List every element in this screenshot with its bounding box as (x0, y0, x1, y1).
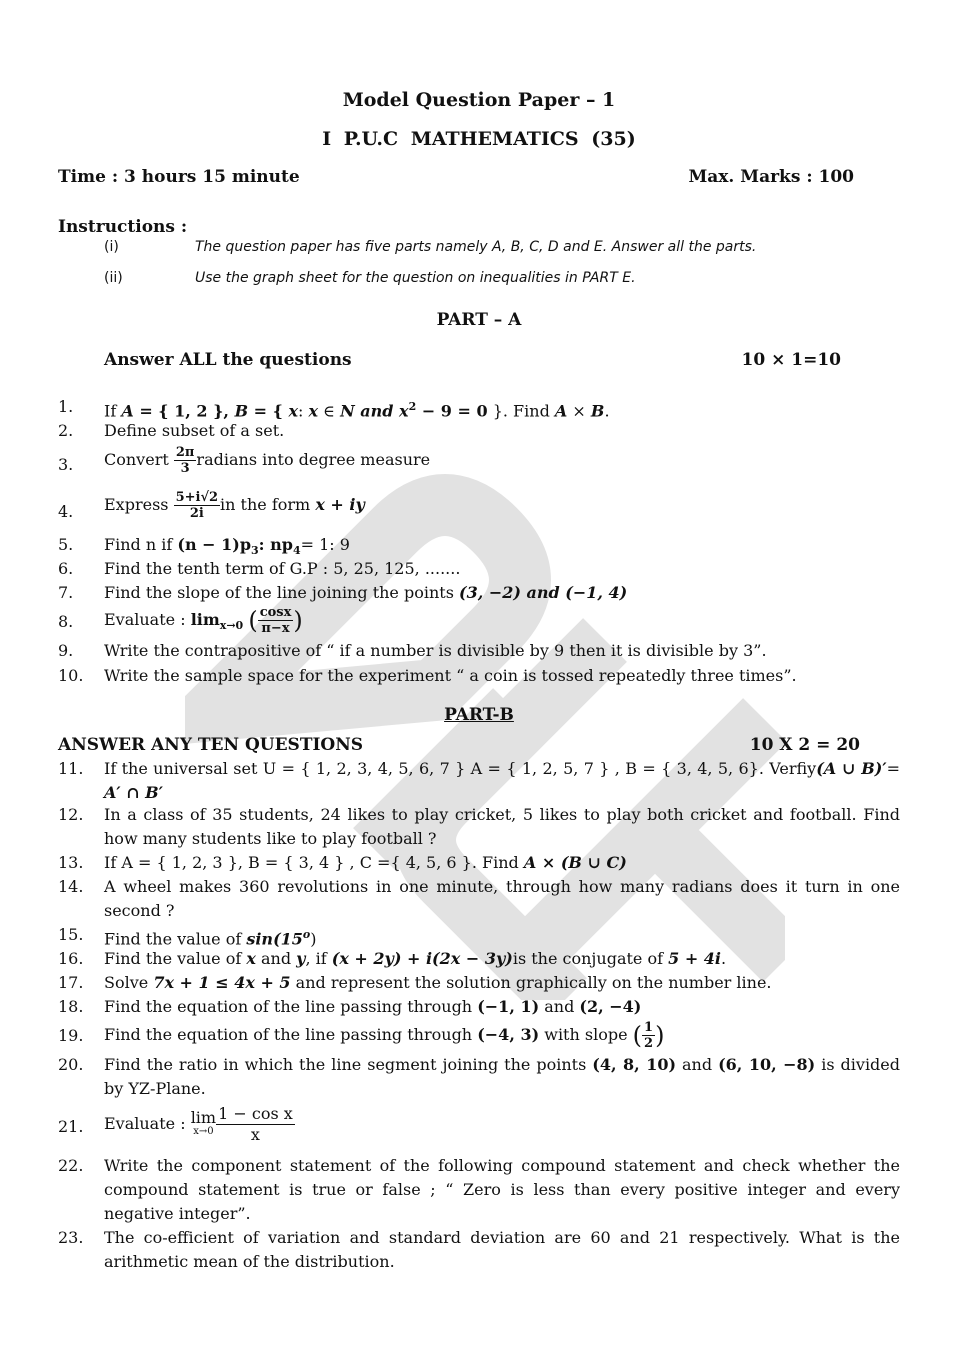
fraction: $\frac{1}{2}$ (644, 1020, 654, 1051)
question-23 (58, 1226, 900, 1274)
limit-operator: lim x→0 (190, 1107, 217, 1137)
question-3 (58, 445, 900, 476)
question-20 (58, 1053, 900, 1101)
question-number: 14. (58, 877, 84, 896)
question-12 (58, 803, 900, 851)
question-9 (58, 639, 900, 663)
question-number: 12. (58, 805, 84, 824)
part-a-marks: 10 × 1=10 (741, 350, 841, 370)
question-number: 18. (58, 997, 84, 1016)
question-number: 5. (58, 535, 74, 554)
question-number: 7. (58, 583, 74, 602)
question-number: 10. (58, 666, 84, 685)
fraction: $\frac{2\pi}{3}$ (175, 445, 195, 476)
question-number: 3. (58, 455, 74, 474)
question-21 (58, 1104, 900, 1145)
question-text: Define subset of a set. (104, 421, 285, 440)
question-7 (58, 581, 900, 605)
instruction-number: (ii) (104, 270, 123, 286)
question-text: Find the value of sin(15$^o$) (104, 928, 317, 949)
paper-subtitle: I P.U.C MATHEMATICS (35) (322, 128, 636, 150)
question-number: 9. (58, 641, 74, 660)
question-number: 21. (58, 1117, 84, 1136)
question-22 (58, 1154, 900, 1226)
question-text: Solve 7x + 1 ≤ 4x + 5 and represent the solution graphically on the number line. (104, 973, 772, 992)
question-number: 23. (58, 1228, 84, 1247)
question-number: 19. (58, 1026, 84, 1045)
question-6 (58, 557, 900, 581)
part-b-marks: 10 X 2 = 20 (749, 735, 860, 755)
question-text: Express $\frac{5+i√2}{2i}$ in the form x + iy (104, 490, 365, 521)
fraction: $\frac{\cos x}{\pi-x}$ (259, 605, 292, 636)
question-text: Find the equation of the line passing through (−4, 3) with slope ( $\frac{1}{2}$ ) (104, 1020, 665, 1051)
question-4 (58, 490, 900, 521)
part-b-heading: PART-B (444, 705, 514, 725)
question-text: If A = { 1, 2, 3 }, B = { 3, 4 } , C ={ 4, 5, 6 }. Find A × (B ∪ C) (104, 853, 627, 872)
paper-title: Model Question Paper – 1 (342, 89, 616, 111)
question-text: If A = { 1, 2 }, B = { x: x ∈ N and $x^2 - 9 = 0$ }. Find A × B. (104, 400, 610, 421)
question-11 (58, 757, 900, 805)
question-number: 20. (58, 1055, 84, 1074)
question-number: 8. (58, 612, 74, 631)
fraction: $\frac{\text{1 − cos x}}{x}$ (218, 1104, 293, 1144)
question-16 (58, 947, 900, 971)
question-number: 16. (58, 949, 84, 968)
question-17 (58, 971, 900, 995)
question-2 (58, 419, 900, 443)
part-b-instruction: ANSWER ANY TEN QUESTIONS (58, 735, 364, 755)
question-number: 4. (58, 502, 74, 521)
question-number: 15. (58, 925, 84, 944)
max-marks: Max. Marks : 100 (688, 167, 854, 187)
instruction-number: (i) (104, 239, 119, 255)
question-text: Find the value of x and y, if (x + 2y) + i(2x − 3y)is the conjugate of 5 + 4i. (104, 949, 727, 968)
question-14 (58, 875, 900, 923)
question-text: Find the slope of the line joining the points (3, −2) and (−1, 4) (104, 583, 628, 602)
question-number: 22. (58, 1156, 84, 1175)
question-19 (58, 1020, 900, 1051)
question-text: Find the tenth term of G.P : 5, 25, 125, ....... (104, 559, 461, 578)
question-text: The co-efficient of variation and standard deviation are 60 and 21 respectively. What is the arithmetic mean of the distribution. (104, 1228, 900, 1271)
question-text: Find n if $(n - 1)p_3$: $np_4= 1$: 9 (104, 535, 350, 558)
instruction-text: The question paper has five parts namely A, B, C, D and E. Answer all the parts. (195, 239, 757, 255)
instructions-heading: Instructions : (58, 217, 188, 237)
question-text: In a class of 35 students, 24 likes to play cricket, 5 likes to play both cricket and football. Find how many students like to play football ? (104, 805, 900, 848)
question-text: Find the ratio in which the line segment joining the points (4, 8, 10) and (6, 10, −8) is divided by YZ-Plane. (104, 1055, 901, 1098)
question-text: Evaluate : lim x→0 $\frac{\text{1 − cos x}}{x}$ (104, 1104, 293, 1144)
part-a-instruction: Answer ALL the questions (104, 350, 352, 370)
question-13 (58, 851, 900, 875)
question-number: 17. (58, 973, 84, 992)
question-text: Evaluate : $\lim_{x\to 0}$ ( $\frac{\cos x}{\pi-x}$ ) (104, 605, 303, 636)
question-text: Write the contrapositive of “ if a number is divisible by 9 then it is divisible by 3”. (104, 641, 767, 660)
question-18 (58, 995, 900, 1019)
question-text: Write the component statement of the following compound statement and check whether the compound statement is true or false ; “ Zero is less than every positive integer and every negative integer”. (104, 1156, 900, 1223)
part-a-heading: PART – A (436, 310, 522, 330)
instruction-text: Use the graph sheet for the question on inequalities in PART E. (195, 270, 636, 286)
question-number: 6. (58, 559, 74, 578)
question-8 (58, 605, 900, 638)
question-text: Convert $\frac{2\pi}{3}$ radians into degree measure (104, 445, 431, 476)
question-10 (58, 664, 900, 688)
question-number: 1. (58, 397, 74, 416)
question-text: A wheel makes 360 revolutions in one minute, through how many radians does it turn in one second ? (104, 877, 900, 920)
question-number: 11. (58, 759, 84, 778)
fraction: $\frac{5+i√2}{2i}$ (175, 490, 219, 521)
question-number: 2. (58, 421, 74, 440)
question-number: 13. (58, 853, 84, 872)
time-allowed: Time : 3 hours 15 minute (58, 167, 300, 187)
question-text: Write the sample space for the experiment “ a coin is tossed repeatedly three times”. (104, 666, 797, 685)
question-text: If the universal set U = { 1, 2, 3, 4, 5, 6, 7 } A = { 1, 2, 5, 7 } , B = { 3, 4, 5, 6}. Verfiy(A ∪ B)′= A′ ∩ B′ (104, 759, 901, 802)
question-text: Find the equation of the line passing through (−1, 1) and (2, −4) (104, 997, 642, 1016)
